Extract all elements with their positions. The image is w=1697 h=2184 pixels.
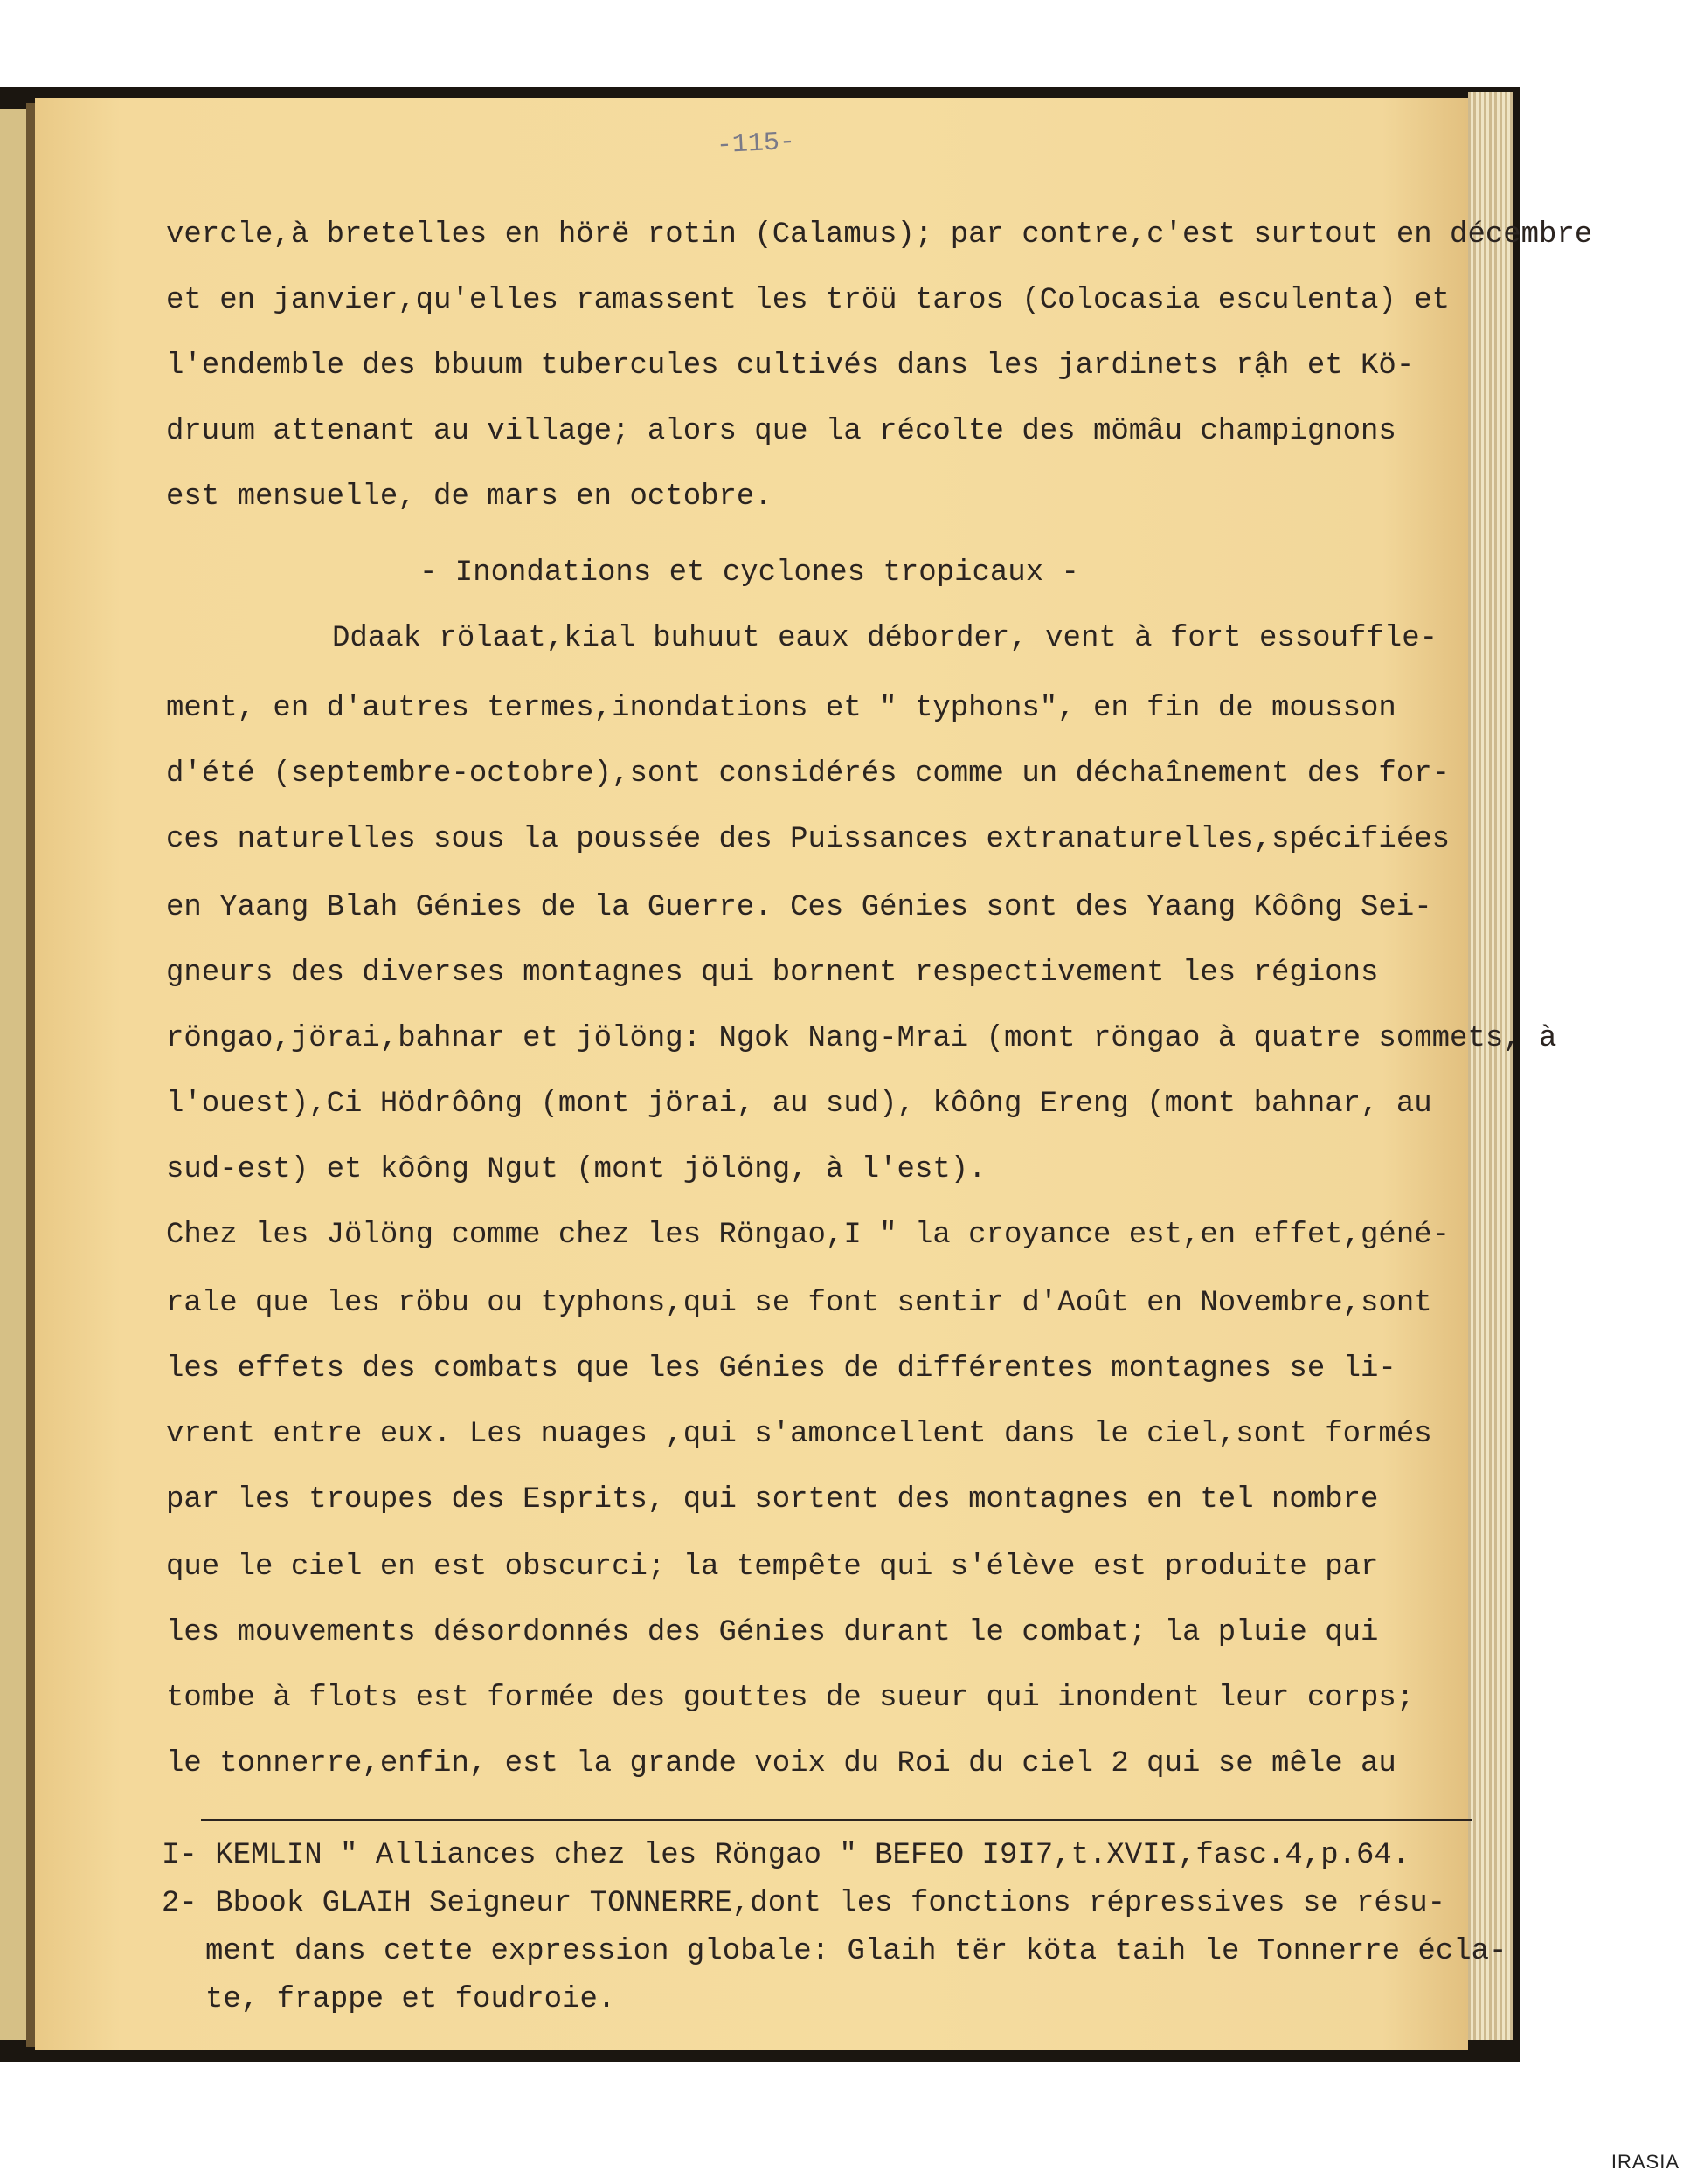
body-line: ment, en d'autres termes,inondations et " typhons", en fin de mousson bbox=[166, 692, 1396, 725]
footnote-line: te, frappe et foudroie. bbox=[205, 1983, 616, 2016]
body-line: par les troupes des Esprits, qui sortent des montagnes en tel nombre bbox=[166, 1483, 1379, 1517]
body-line: le tonnerre,enfin, est la grande voix du Roi du ciel 2 qui se mêle au bbox=[166, 1747, 1396, 1780]
book-gutter bbox=[26, 103, 35, 2047]
page-stack-edge bbox=[1468, 92, 1513, 2040]
body-line: Chez les Jölöng comme chez les Röngao,I " la croyance est,en effet,géné- bbox=[166, 1219, 1451, 1252]
left-page-edge bbox=[0, 109, 26, 2040]
body-line: et en janvier,qu'elles ramassent les tröü taros (Colocasia esculenta) et bbox=[166, 284, 1451, 317]
footnote-separator bbox=[201, 1819, 1472, 1821]
footnote-line: 2- Bbook GLAIH Seigneur TONNERRE,dont les fonctions répressives se résu- bbox=[162, 1887, 1446, 1920]
body-line: gneurs des diverses montagnes qui bornent respectivement les régions bbox=[166, 957, 1379, 990]
body-line: l'endemble des bbuum tubercules cultivés dans les jardinets rậh et Kö- bbox=[166, 349, 1415, 383]
body-line: Ddaak rölaat,kial buhuut eaux déborder, vent à fort essouffle- bbox=[332, 622, 1438, 655]
body-line: ces naturelles sous la poussée des Puissances extranaturelles,spécifiées bbox=[166, 823, 1451, 856]
body-line: l'ouest),Ci Hödrôông (mont jörai, au sud), kôông Ereng (mont bahnar, au bbox=[166, 1088, 1432, 1121]
body-line: que le ciel en est obscurci; la tempête qui s'élève est produite par bbox=[166, 1551, 1379, 1584]
body-line: les effets des combats que les Génies de différentes montagnes se li- bbox=[166, 1352, 1396, 1386]
body-line: vercle,à bretelles en hörë rotin (Calamus); par contre,c'est surtout en décembre bbox=[166, 218, 1593, 252]
body-line: röngao,jörai,bahnar et jölöng: Ngok Nang-Mrai (mont röngao à quatre sommets, à bbox=[166, 1022, 1557, 1055]
body-line: sud-est) et kôông Ngut (mont jölöng, à l'est). bbox=[166, 1153, 987, 1186]
section-heading: - Inondations et cyclones tropicaux - bbox=[419, 556, 1079, 590]
footnote-line: ment dans cette expression globale: Glaih tër köta taih le Tonnerre écla- bbox=[205, 1935, 1507, 1968]
body-line: en Yaang Blah Génies de la Guerre. Ces Génies sont des Yaang Kôông Sei- bbox=[166, 891, 1432, 924]
footnote-line: I- KEMLIN " Alliances chez les Röngao " BEFEO I9I7,t.XVII,fasc.4,p.64. bbox=[162, 1839, 1410, 1872]
body-line: les mouvements désordonnés des Génies durant le combat; la pluie qui bbox=[166, 1616, 1379, 1649]
body-line: d'été (septembre-octobre),sont considérés comme un déchaînement des for- bbox=[166, 757, 1451, 791]
page-number: -115- bbox=[716, 127, 796, 162]
body-line: druum attenant au village; alors que la récolte des mömâu champignons bbox=[166, 415, 1396, 448]
body-line: est mensuelle, de mars en octobre. bbox=[166, 480, 772, 514]
source-credit: IRASIA bbox=[1610, 2151, 1680, 2173]
body-line: tombe à flots est formée des gouttes de sueur qui inondent leur corps; bbox=[166, 1682, 1415, 1715]
body-line: vrent entre eux. Les nuages ,qui s'amoncellent dans le ciel,sont formés bbox=[166, 1418, 1432, 1451]
body-line: rale que les röbu ou typhons,qui se font sentir d'Août en Novembre,sont bbox=[166, 1287, 1432, 1320]
